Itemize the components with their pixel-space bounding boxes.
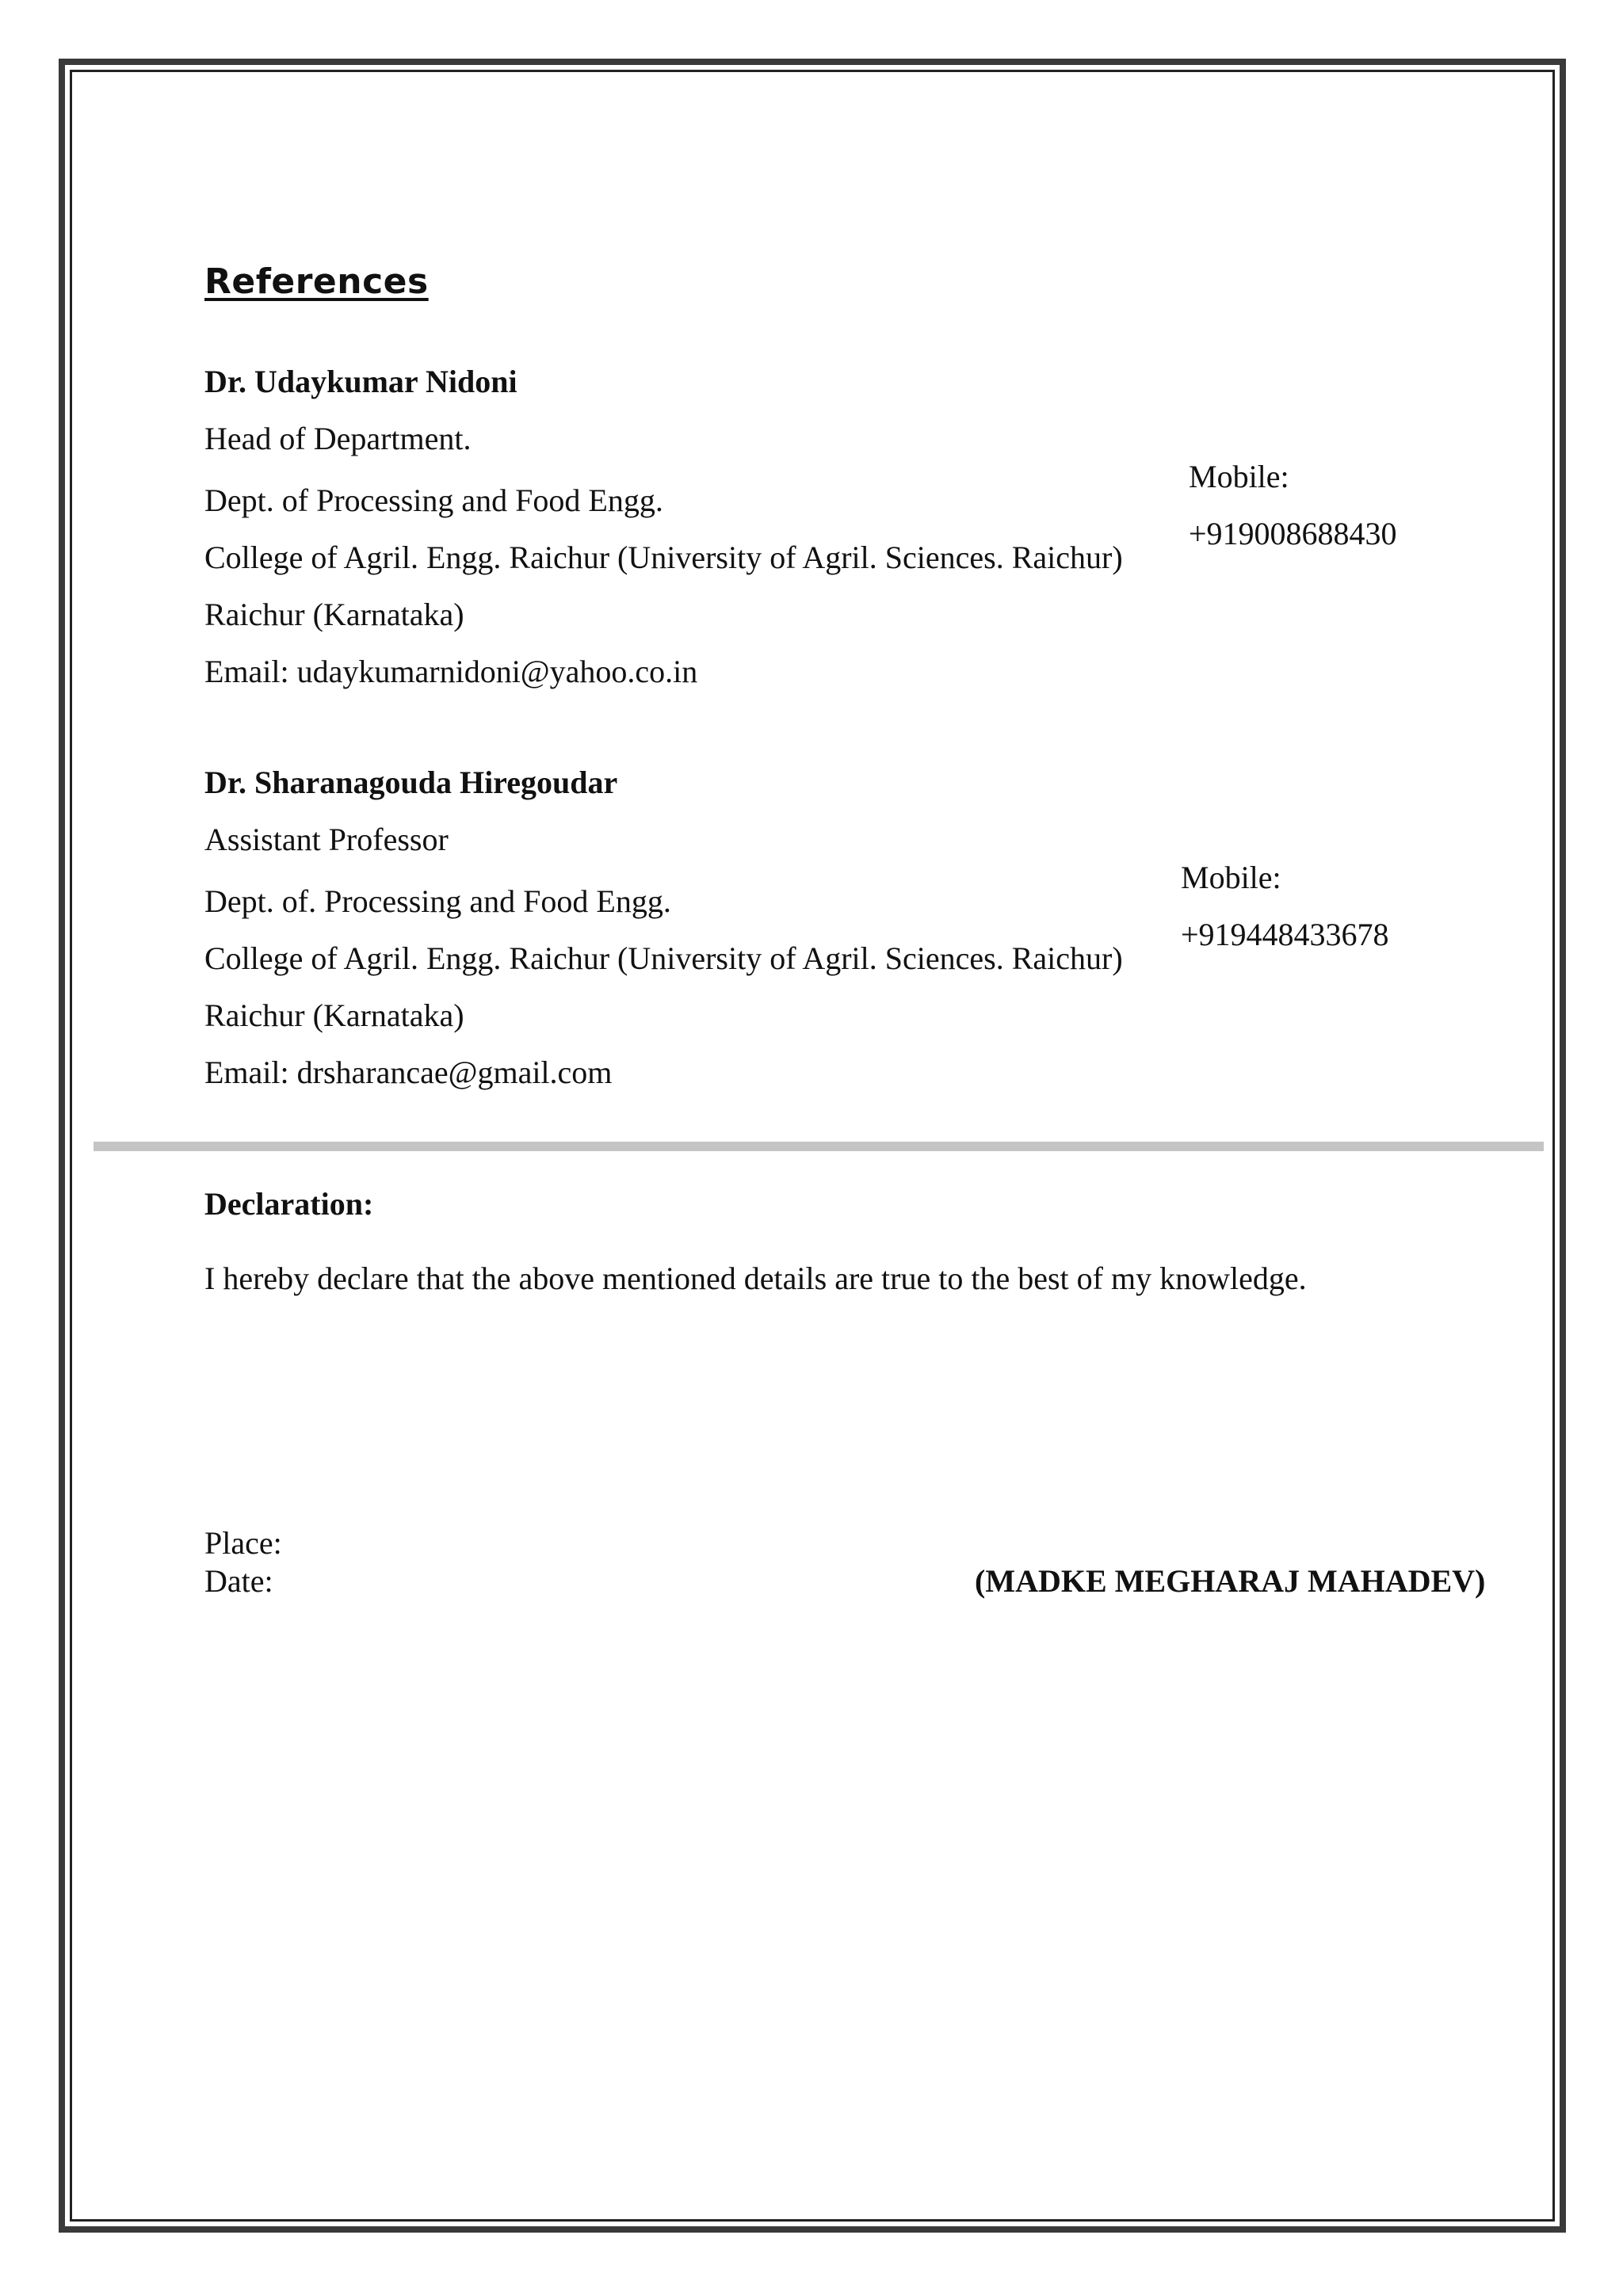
place-label: Place: (204, 1525, 282, 1561)
reference-department: Dept. of. Processing and Food Engg. (204, 883, 671, 919)
reference-email: Email: udaykumarnidoni@yahoo.co.in (204, 654, 698, 689)
reference-name: Dr. Udaykumar Nidoni (204, 364, 517, 399)
reference-1-mobile-label: Mobile: (1189, 459, 1289, 494)
reference-designation: Assistant Professor (204, 822, 449, 857)
section-divider (94, 1142, 1544, 1151)
reference-college: College of Agril. Engg. Raichur (University of Agril. Sciences. Raichur) (204, 940, 1123, 976)
reference-1-mobile-number: +919008688430 (1189, 516, 1397, 551)
reference-name: Dr. Sharanagouda Hiregoudar (204, 765, 618, 800)
reference-2-mobile-number: +919448433678 (1181, 917, 1389, 952)
date-label: Date: (204, 1563, 273, 1599)
declaration-text: I hereby declare that the above mentioned details are true to the best of my knowledge. (204, 1261, 1307, 1296)
signatory-name: (MADKE MEGHARAJ MAHADEV) (975, 1563, 1486, 1599)
reference-location: Raichur (Karnataka) (204, 997, 464, 1033)
declaration-title: Declaration: (204, 1186, 374, 1222)
reference-2-mobile-label: Mobile: (1181, 860, 1281, 895)
reference-location: Raichur (Karnataka) (204, 597, 464, 632)
reference-designation: Head of Department. (204, 421, 472, 456)
reference-email: Email: drsharancae@gmail.com (204, 1055, 613, 1090)
references-heading: References (204, 261, 429, 302)
reference-college: College of Agril. Engg. Raichur (University of Agril. Sciences. Raichur) (204, 540, 1123, 575)
reference-department: Dept. of Processing and Food Engg. (204, 482, 663, 518)
